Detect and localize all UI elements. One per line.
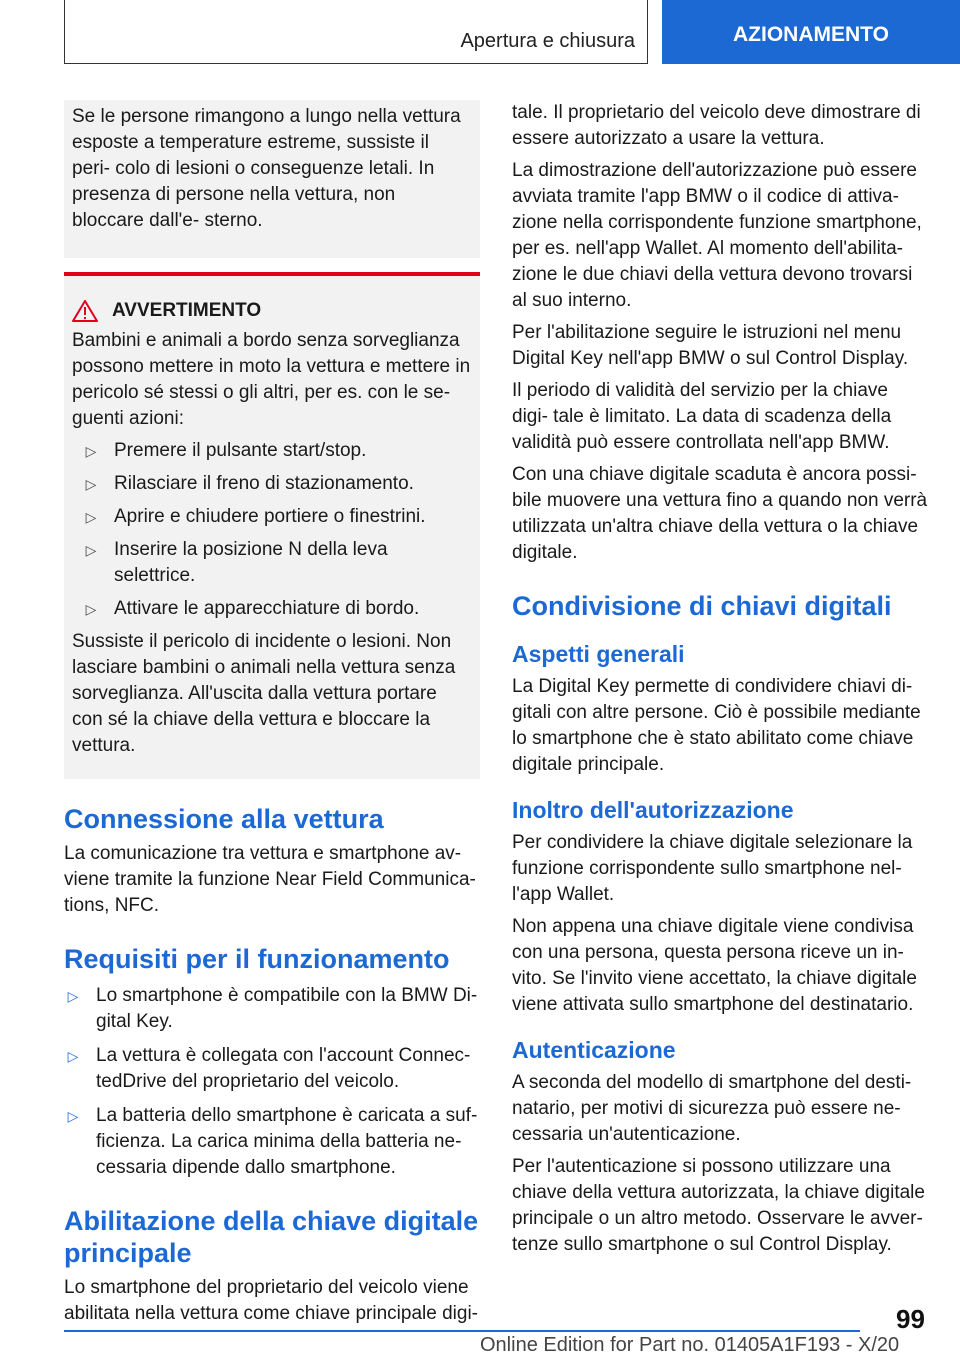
heading-condivisione: Condivisione di chiavi digitali	[512, 591, 892, 621]
abilitazione-text: Lo smartphone del proprietario del veicolo viene abilitata nella vettura come chiave principale digi-	[64, 1277, 479, 1324]
bullet-triangle-icon: ▷	[67, 1108, 79, 1124]
info-note-box	[64, 100, 480, 258]
warning-header	[72, 300, 472, 322]
list-item: ▷ Lo smartphone è compatibile con la BMW Di- gital Key.	[64, 983, 480, 1035]
autenticazione-text-1: A seconda del modello di smartphone del desti- natario, per motivi di sicurezza può essere ne- cessaria un'autenticazione.	[512, 1072, 912, 1145]
warning-box	[64, 272, 480, 779]
connessione-text: La comunicazione tra vettura e smartphone av- viene tramite la funzione Near Field Communica- tions, NFC.	[64, 843, 476, 916]
list-item: ▷ Aprire e chiudere portiere o finestrini.	[82, 504, 472, 530]
left-column	[64, 100, 480, 1327]
requisiti-list	[64, 983, 480, 1181]
list-item: ▷ Inserire la posizione N della leva selettrice.	[82, 537, 472, 589]
bullet-triangle-icon: ▷	[85, 443, 97, 459]
header-frame	[64, 0, 648, 64]
paragraph: Con una chiave digitale scaduta è ancora possi- bile muovere una vettura fino a quando non verrà utilizzata un'altra chiave della vettura o la chiave digitale.	[512, 464, 928, 563]
warning-intro: Bambini e animali a bordo senza sorveglianza possono mettere in moto la vettura e mettere in pericolo sé stessi o gli altri, per es. con le se- guenti azioni:	[72, 330, 471, 429]
paragraph: Il periodo di validità del servizio per la chiave digi- tale è limitato. La data di scadenza della validità può essere controllata nell'app BMW.	[512, 380, 892, 453]
list-item: ▷ Attivare le apparecchiature di bordo.	[82, 596, 472, 622]
list-item: ▷ La batteria dello smartphone è caricata a suf- ficienza. La carica minima della batteria ne- cessaria dipende dallo smartphone.	[64, 1103, 480, 1181]
section-title: Apertura e chiusura	[460, 30, 635, 52]
list-item: ▷ Rilasciare il freno di stazionamento.	[82, 471, 472, 497]
paragraph: La dimostrazione dell'autorizzazione può essere avviata tramite l'app BMW o il codice di attiva- zione nella corrispondente funzione smartphone, per es. nell'app Wallet. Al momento dell'abilita- zione le due chiavi della vettura devono trovarsi al suo interno.	[512, 160, 922, 311]
note-text: Se le persone rimangono a lungo nella vettura esposte a temperature estreme, sussiste il peri- colo di lesioni o conseguenze letali. In presenza di persone nella vettura, non bloccare dall'e- sterno.	[72, 106, 461, 231]
warning-title: AVVERTIMENTO	[112, 300, 262, 321]
bullet-triangle-icon: ▷	[85, 601, 97, 617]
footer-edition: Online Edition for Part no. 01405A1F193 - X/20	[480, 1334, 900, 1356]
bullet-triangle-icon: ▷	[85, 476, 97, 492]
right-column	[512, 100, 928, 1258]
heading-inoltro: Inoltro dell'autorizzazione	[512, 797, 794, 823]
chapter-tab[interactable]: AZIONAMENTO	[662, 0, 960, 64]
warning-triangle-icon	[72, 300, 98, 322]
list-item: ▷ La vettura è collegata con l'account Connec- tedDrive del proprietario del veicolo.	[64, 1043, 480, 1095]
warning-outro: Sussiste il pericolo di incidente o lesioni. Non lasciare bambini o animali nella vettura senza sorveglianza. All'uscita dalla vettura portare con sé la chiave della vettura e bloccare la vettura.	[72, 631, 456, 756]
list-item: ▷ Premere il pulsante start/stop.	[82, 438, 472, 464]
bullet-triangle-icon: ▷	[85, 542, 97, 558]
bullet-triangle-icon: ▷	[67, 988, 79, 1004]
bullet-triangle-icon: ▷	[85, 509, 97, 525]
autenticazione-text-2: Per l'autenticazione si possono utilizzare una chiave della vettura autorizzata, la chiave digitale principale o un altro metodo. Osservare le avver- tenze sullo smartphone o sul Control Display.	[512, 1156, 925, 1255]
inoltro-text-1: Per condividere la chiave digitale selezionare la funzione corrispondente sullo smartphone nel- l'app Wallet.	[512, 832, 913, 905]
warning-list	[72, 438, 472, 622]
heading-requisiti: Requisiti per il funzionamento	[64, 944, 450, 974]
footer-divider	[64, 1330, 860, 1332]
heading-connessione: Connessione alla vettura	[64, 804, 384, 834]
page-number: 99	[896, 1304, 925, 1334]
aspetti-text: La Digital Key permette di condividere chiavi di- gitali con altre persone. Ciò è possibile mediante lo smartphone che è stato abilitato come chiave digitale principale.	[512, 676, 921, 775]
bullet-triangle-icon: ▷	[67, 1048, 79, 1064]
inoltro-text-2: Non appena una chiave digitale viene condivisa con una persona, questa persona riceve un in- vito. Se l'invito viene accettato, la chiave digitale viene attivata sullo smartphone del destinatario.	[512, 916, 917, 1015]
heading-abilitazione: Abilitazione della chiave digitale principale	[64, 1206, 479, 1268]
paragraph: Per l'abilitazione seguire le istruzioni nel menu Digital Key nell'app BMW o sul Control Display.	[512, 322, 909, 369]
paragraph: tale. Il proprietario del veicolo deve dimostrare di essere autorizzato a usare la vettura.	[512, 102, 921, 149]
heading-autenticazione: Autenticazione	[512, 1037, 676, 1063]
heading-aspetti: Aspetti generali	[512, 641, 685, 667]
